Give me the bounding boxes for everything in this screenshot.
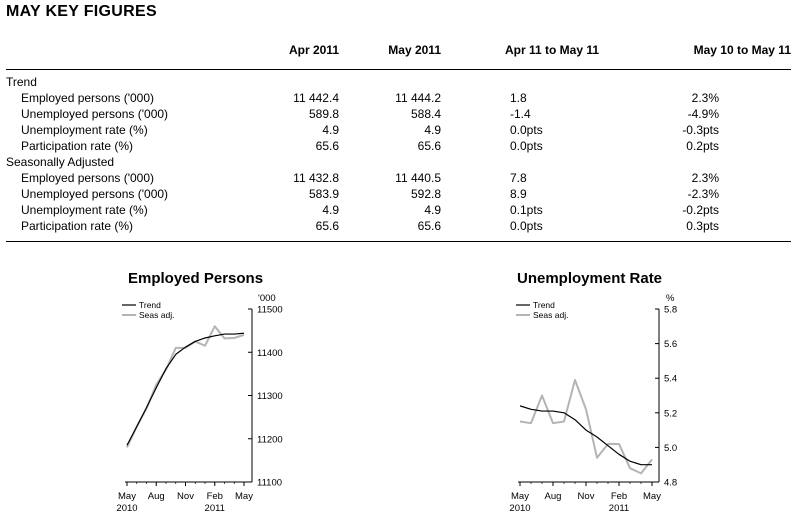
col-header-apr-2011: Apr 2011 [288,43,339,57]
cell-apr-2011: 65.6 [315,139,339,153]
cell-monthly-change: 0.1pts [510,203,543,217]
cell-may-2011: 11 444.2 [395,91,441,105]
row-label: Unemployment rate (%) [21,203,148,217]
employed-y-tick-label: 11200 [257,434,283,446]
cell-apr-2011: 11 442.4 [293,91,339,105]
cell-annual-change: 2.3% [691,171,719,185]
unemployment-y-tick-label: 5.0 [664,442,678,454]
cell-apr-2011: 11 432.8 [293,171,339,185]
col-header-annual-change: May 10 to May 11 [693,43,791,57]
unemployment-x-year-label: 2010 [509,503,531,514]
unemployment-x-tick-label: Nov [577,491,595,502]
cell-apr-2011: 589.8 [308,107,339,121]
row-label: Employed persons ('000) [21,91,155,105]
row-label: Participation rate (%) [21,219,134,233]
cell-annual-change: -4.9% [687,107,719,121]
employed-y-tick-label: 11400 [257,347,283,359]
cell-annual-change: 0.3pts [686,219,719,233]
unemployment-unit-label: % [666,293,675,304]
employed-x-tick-label: Feb [206,491,223,502]
cell-annual-change: -0.2pts [682,203,719,217]
employed-legend-label-trend: Trend [139,300,161,310]
unemployment-y-tick-label: 5.6 [664,339,678,351]
cell-may-2011: 11 440.5 [395,171,441,185]
unemployment-series-seas-adj-line [520,380,652,473]
row-label: Unemployed persons ('000) [21,187,169,201]
employed-x-tick-label: May [118,491,136,502]
cell-monthly-change: 7.8 [510,171,527,185]
employed-y-tick-label: 11300 [257,391,283,402]
unemployment-x-tick-label: Feb [610,491,628,502]
cell-monthly-change: 8.9 [510,187,527,201]
cell-monthly-change: 0.0pts [510,123,543,137]
section-label: Trend [6,75,37,89]
cell-annual-change: 0.2pts [686,139,719,153]
cell-annual-change: 2.3% [691,91,719,105]
employed-y-tick-label: 11100 [257,477,283,489]
cell-annual-change: -2.3% [687,187,719,201]
cell-apr-2011: 583.9 [308,187,339,201]
cell-may-2011: 4.9 [424,203,441,217]
employed-legend-label-seas-adj: Seas adj. [139,310,175,320]
cell-may-2011: 588.4 [410,107,441,121]
unemployment-series-trend-line [520,406,652,465]
row-label: Unemployed persons ('000) [21,107,169,121]
cell-monthly-change: 1.8 [510,91,527,105]
page-title: MAY KEY FIGURES [6,3,157,20]
chart-title-employed: Employed Persons [128,270,264,287]
cell-apr-2011: 65.6 [315,219,339,233]
chart-title-unemployment: Unemployment Rate [517,270,663,287]
cell-may-2011: 4.9 [424,123,441,137]
employed-x-tick-label: May [235,491,253,502]
unemployment-y-tick-label: 5.4 [664,373,678,385]
employed-unit-label: '000 [258,293,276,304]
employed-x-tick-label: Aug [147,491,165,502]
unemployment-y-tick-label: 4.8 [664,477,678,489]
cell-monthly-change: 0.0pts [510,219,543,233]
unemployment-legend-label-seas-adj: Seas adj. [533,310,569,320]
cell-apr-2011: 4.9 [322,203,339,217]
cell-monthly-change: -1.4 [510,107,531,121]
unemployment-x-tick-label: Aug [544,491,562,502]
cell-may-2011: 65.6 [417,139,441,153]
col-header-may-2011: May 2011 [388,43,441,57]
col-header-monthly-change: Apr 11 to May 11 [505,43,600,57]
unemployment-y-tick-label: 5.2 [664,408,678,420]
employed-x-year-label: 2011 [204,503,225,514]
employed-x-year-label: 2010 [116,503,138,514]
employed-x-tick-label: Nov [177,491,194,502]
employed-y-tick-label: 11500 [257,304,283,316]
row-label: Participation rate (%) [21,139,134,153]
unemployment-x-year-label: 2011 [608,503,630,514]
row-label: Employed persons ('000) [21,171,155,185]
cell-may-2011: 65.6 [417,219,441,233]
employed-series-seas-adj-line [127,326,244,447]
cell-apr-2011: 4.9 [322,123,339,137]
section-label: Seasonally Adjusted [6,155,115,169]
cell-monthly-change: 0.0pts [510,139,543,153]
cell-annual-change: -0.3pts [682,123,719,137]
unemployment-x-tick-label: May [643,491,661,502]
employed-series-trend-line [127,333,244,445]
row-label: Unemployment rate (%) [21,123,148,137]
unemployment-y-tick-label: 5.8 [664,304,678,316]
unemployment-x-tick-label: May [511,491,529,502]
unemployment-legend-label-trend: Trend [533,300,555,310]
cell-may-2011: 592.8 [410,187,441,201]
